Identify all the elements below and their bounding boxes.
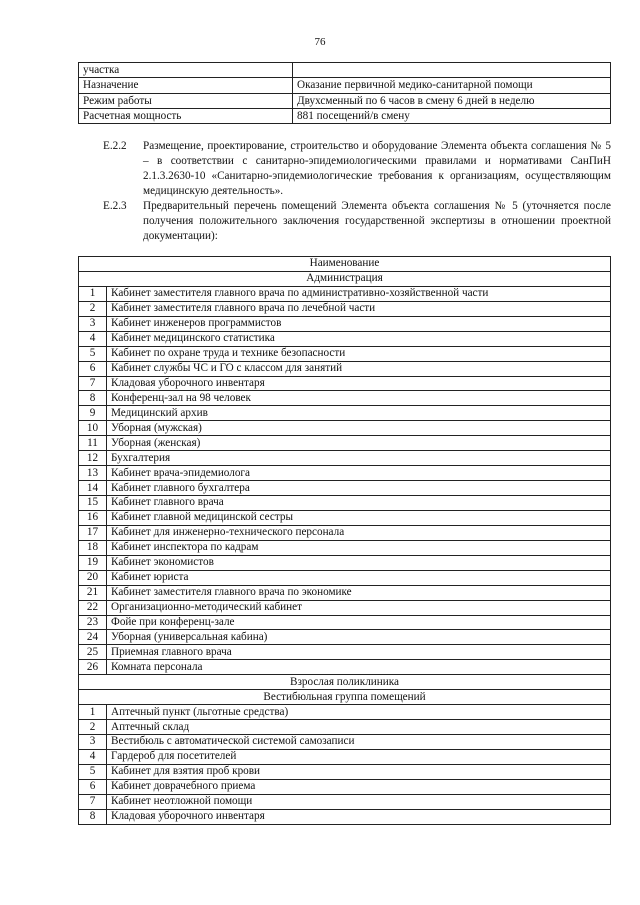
table-row — [79, 376, 611, 391]
room-name: Аптечный склад — [107, 720, 611, 735]
table-row — [79, 316, 611, 331]
row-number: 4 — [79, 331, 107, 346]
room-name: Кабинет экономистов — [107, 555, 611, 570]
table-row — [79, 346, 611, 361]
table-row — [79, 525, 611, 540]
room-name: Фойе при конференц-зале — [107, 615, 611, 630]
room-name: Кабинет по охране труда и технике безопасности — [107, 346, 611, 361]
table-row — [79, 496, 611, 511]
parameter-label: Назначение — [79, 78, 293, 93]
table-row — [79, 779, 611, 794]
room-name: Кабинет инспектора по кадрам — [107, 540, 611, 555]
row-number: 6 — [79, 361, 107, 376]
room-name: Кабинет заместителя главного врача по административно-хозяйственной части — [107, 286, 611, 301]
row-number: 3 — [79, 316, 107, 331]
room-name: Кабинет заместителя главного врача по лечебной части — [107, 301, 611, 316]
row-number: 11 — [79, 436, 107, 451]
page-number: 76 — [314, 36, 326, 48]
table-row — [79, 481, 611, 496]
row-number: 21 — [79, 585, 107, 600]
row-number: 25 — [79, 645, 107, 660]
clause-e-2-3 — [103, 199, 611, 244]
table-row — [79, 391, 611, 406]
room-name: Кабинет главной медицинской сестры — [107, 510, 611, 525]
table-row — [79, 540, 611, 555]
table-row — [79, 630, 611, 645]
parameter-label: участка — [79, 63, 293, 78]
row-number: 22 — [79, 600, 107, 615]
parameter-value: 881 посещений/в смену — [293, 108, 611, 123]
room-name: Комната персонала — [107, 660, 611, 675]
room-name: Кабинет доврачебного приема — [107, 779, 611, 794]
table-row — [79, 108, 611, 123]
premises-table — [78, 256, 611, 825]
section-title-cell: Взрослая поликлиника — [79, 675, 611, 690]
room-name: Уборная (мужская) — [107, 421, 611, 436]
row-number: 23 — [79, 615, 107, 630]
clause-text: Предварительный перечень помещений Элемента объекта соглашения № 5 (уточняется после получения положительного заключения государственной экспертизы в отношении проектной документации): — [143, 200, 611, 242]
row-number: 15 — [79, 496, 107, 511]
table-row — [79, 466, 611, 481]
table-row — [79, 735, 611, 750]
row-number: 13 — [79, 466, 107, 481]
room-name: Уборная (универсальная кабина) — [107, 630, 611, 645]
room-name: Кабинет врача-эпидемиолога — [107, 466, 611, 481]
room-name: Кладовая уборочного инвентаря — [107, 809, 611, 824]
table-row — [79, 645, 611, 660]
table-row — [79, 600, 611, 615]
row-number: 14 — [79, 481, 107, 496]
parameter-value: Двухсменный по 6 часов в смену 6 дней в неделю — [293, 93, 611, 108]
table-row — [79, 749, 611, 764]
row-number: 4 — [79, 749, 107, 764]
clause-e-2-2 — [103, 139, 611, 199]
row-number: 20 — [79, 570, 107, 585]
clause-number: Е.2.2 — [103, 140, 127, 152]
room-name: Гардероб для посетителей — [107, 749, 611, 764]
row-number: 7 — [79, 376, 107, 391]
table-row — [79, 93, 611, 108]
room-name: Кабинет главного бухгалтера — [107, 481, 611, 496]
table-row — [79, 764, 611, 779]
row-number: 6 — [79, 779, 107, 794]
table-row — [79, 705, 611, 720]
row-number: 24 — [79, 630, 107, 645]
room-name: Кладовая уборочного инвентаря — [107, 376, 611, 391]
clauses — [103, 139, 611, 244]
row-number: 18 — [79, 540, 107, 555]
row-number: 8 — [79, 809, 107, 824]
room-name: Кабинет службы ЧС и ГО с классом для занятий — [107, 361, 611, 376]
row-number: 2 — [79, 301, 107, 316]
row-number: 12 — [79, 451, 107, 466]
room-name: Вестибюль с автоматической системой самозаписи — [107, 735, 611, 750]
row-number: 26 — [79, 660, 107, 675]
table-row — [79, 361, 611, 376]
table-row — [79, 809, 611, 824]
table-row — [79, 421, 611, 436]
table-row — [79, 78, 611, 93]
parameter-value — [293, 63, 611, 78]
table-row — [79, 63, 611, 78]
row-number: 9 — [79, 406, 107, 421]
row-number: 17 — [79, 525, 107, 540]
room-name: Кабинет юриста — [107, 570, 611, 585]
row-number: 1 — [79, 705, 107, 720]
row-number: 16 — [79, 510, 107, 525]
table-row — [79, 570, 611, 585]
row-number: 10 — [79, 421, 107, 436]
table-row — [79, 451, 611, 466]
table-row — [79, 660, 611, 675]
table-row — [79, 585, 611, 600]
room-name: Кабинет инженеров программистов — [107, 316, 611, 331]
row-number: 19 — [79, 555, 107, 570]
row-number: 5 — [79, 764, 107, 779]
room-name: Конференц-зал на 98 человек — [107, 391, 611, 406]
facility-parameters-table — [78, 62, 611, 124]
table-row — [79, 286, 611, 301]
parameter-label: Расчетная мощность — [79, 108, 293, 123]
table-row — [79, 555, 611, 570]
table-row — [79, 406, 611, 421]
row-number: 7 — [79, 794, 107, 809]
room-name: Медицинский архив — [107, 406, 611, 421]
section-subtitle — [79, 690, 611, 705]
row-number: 3 — [79, 735, 107, 750]
room-name: Бухгалтерия — [107, 451, 611, 466]
table-row — [79, 301, 611, 316]
table-header — [79, 257, 611, 272]
row-number: 5 — [79, 346, 107, 361]
table-row — [79, 436, 611, 451]
room-name: Приемная главного врача — [107, 645, 611, 660]
table-row — [79, 720, 611, 735]
row-number: 8 — [79, 391, 107, 406]
table-row — [79, 331, 611, 346]
room-name: Кабинет неотложной помощи — [107, 794, 611, 809]
room-name: Уборная (женская) — [107, 436, 611, 451]
room-name: Кабинет для взятия проб крови — [107, 764, 611, 779]
table-header-cell: Наименование — [79, 257, 611, 272]
parameter-value: Оказание первичной медико-санитарной помощи — [293, 78, 611, 93]
table-row — [79, 510, 611, 525]
section-title — [79, 271, 611, 286]
room-name: Кабинет главного врача — [107, 496, 611, 511]
section-title-cell: Администрация — [79, 271, 611, 286]
section-title — [79, 675, 611, 690]
row-number: 2 — [79, 720, 107, 735]
room-name: Кабинет для инженерно-технического персонала — [107, 525, 611, 540]
row-number: 1 — [79, 286, 107, 301]
table-row — [79, 794, 611, 809]
room-name: Кабинет медицинского статистика — [107, 331, 611, 346]
room-name: Аптечный пункт (льготные средства) — [107, 705, 611, 720]
room-name: Организационно-методический кабинет — [107, 600, 611, 615]
room-name: Кабинет заместителя главного врача по экономике — [107, 585, 611, 600]
section-subtitle-cell: Вестибюльная группа помещений — [79, 690, 611, 705]
table-row — [79, 615, 611, 630]
parameter-label: Режим работы — [79, 93, 293, 108]
clause-text: Размещение, проектирование, строительство и оборудование Элемента объекта соглашения № 5 – в соответствии с санитарно-эпидемиологическими правилами и нормативами СанПиН 2.1.3.2630-10 «Санитарно-эпидемиологические требования к организациям, осуществляющим медицинскую деятельность». — [143, 140, 611, 197]
clause-number: Е.2.3 — [103, 200, 127, 212]
